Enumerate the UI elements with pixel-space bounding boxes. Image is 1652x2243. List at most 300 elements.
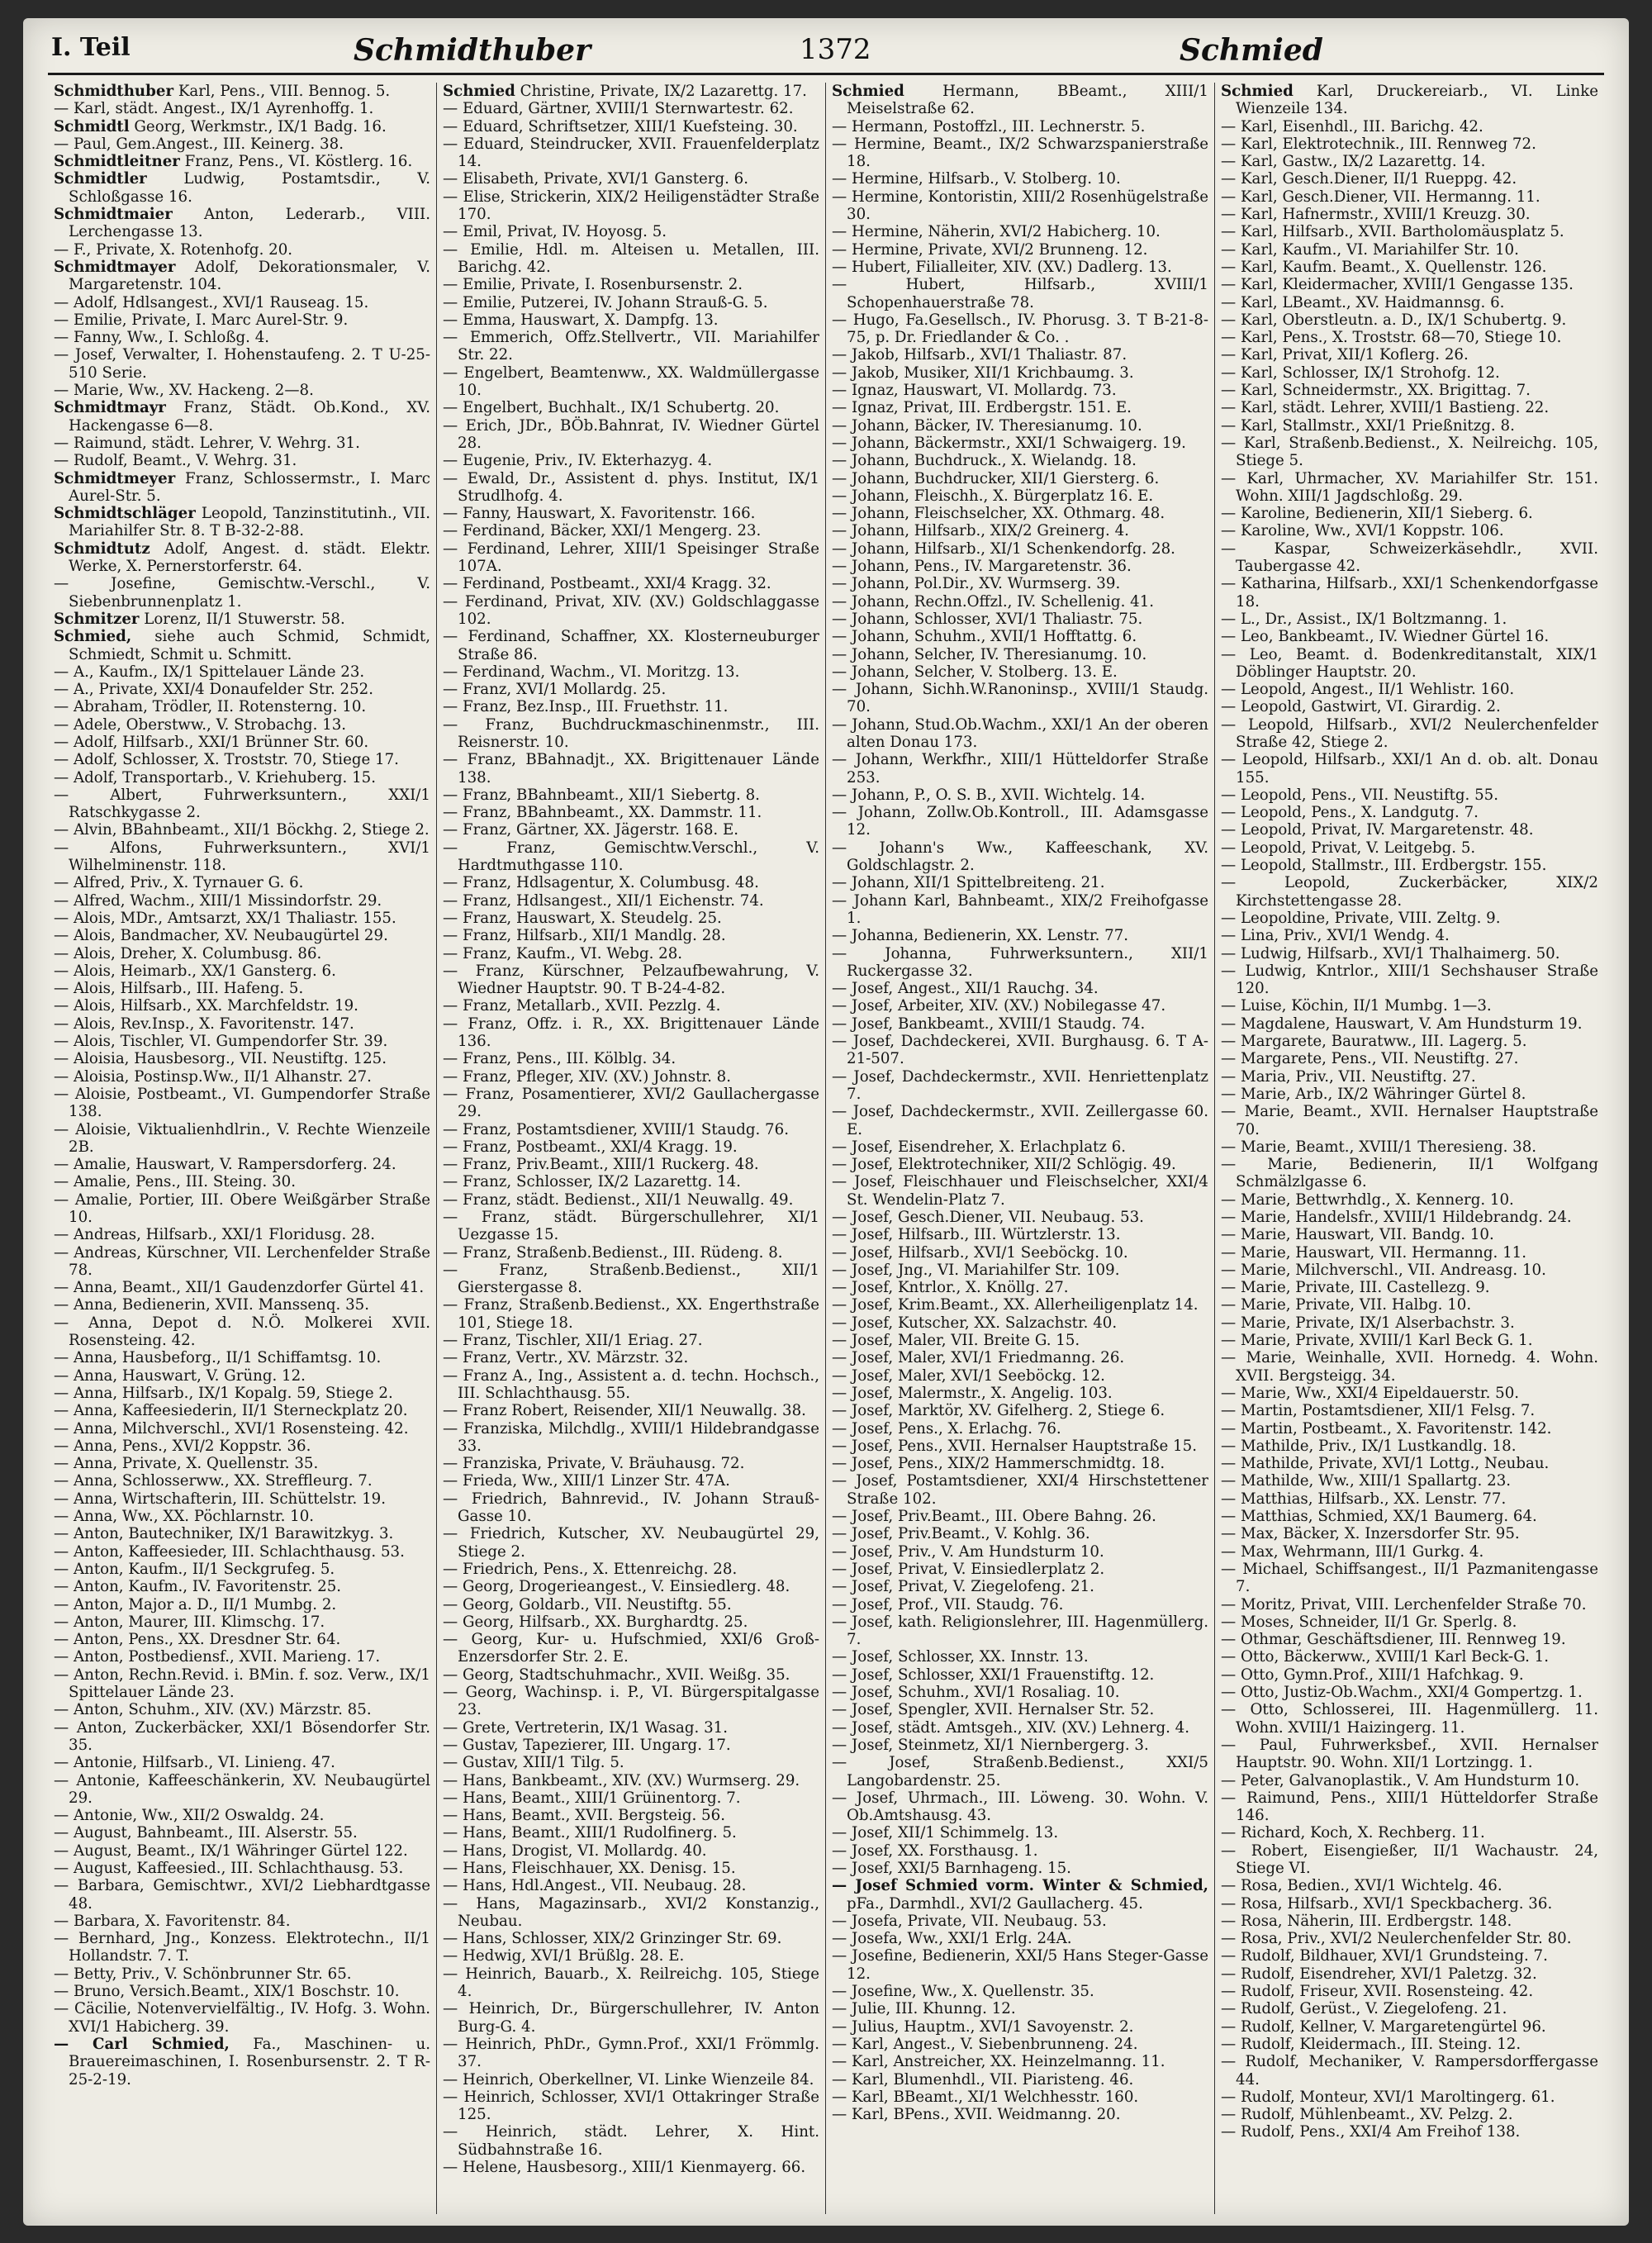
directory-entry [443,628,819,663]
entry-text: — Franz, Pens., III. Kölblg. 34. [443,1050,676,1068]
directory-entry [443,83,819,100]
directory-entry [832,1525,1208,1542]
entry-text: — Heinrich, Schlosser, XVI/1 Ottakringer Straße 125. [443,2088,819,2124]
entry-text: — Lina, Priv., XVI/1 Wendg. 4. [1221,927,1450,945]
directory-entry [832,399,1208,416]
directory-entry [832,1913,1208,1930]
entry-text: — Josefa, Ww., XXI/1 Erlg. 24A. [832,1930,1072,1948]
entry-text: — Erich, JDr., BÖb.Bahnrat, IV. Wiedner Gürtel 28. [443,416,819,452]
directory-entry [1221,1666,1598,1684]
entry-text: — Josef, Pens., XVII. Hernalser Hauptstraße 15. [832,1437,1197,1455]
directory-entry [443,1525,819,1561]
directory-entry [1221,611,1598,628]
directory-entry [443,1860,819,1877]
entry-text: — Antonie, Ww., XII/2 Oswaldg. 24. [54,1807,325,1825]
directory-entry [443,1877,819,1894]
directory-entry [832,276,1208,311]
entry-text: — Hans, Schlosser, XIX/2 Grinzinger Str. 69. [443,1930,782,1948]
entry-text: pFa., Darmhdl., XVI/2 Gaullacherg. 45. [847,1894,1143,1913]
directory-entry [443,1613,819,1631]
directory-entry [1221,399,1598,416]
directory-entry [54,874,430,891]
entry-text: — Josef, XII/1 Schimmelg. 13. [832,1824,1059,1842]
entry-text: — Karl, städt. Lehrer, XVIII/1 Bastieng. 22. [1221,399,1550,417]
entry-text: — Johann, Bäckermstr., XXI/1 Schwaigerg. 19. [832,434,1186,452]
entry-text: — Josef, Jng., VI. Mariahilfer Str. 109. [832,1261,1120,1279]
directory-entry [443,786,819,804]
entry-surname: Schmidtmeyer [54,469,176,487]
entry-text: — Josef, Schuhm., XVI/1 Rosaliag. 10. [832,1684,1120,1702]
directory-entry [443,804,819,821]
directory-entry [832,980,1208,997]
directory-entry [443,135,819,171]
entry-text: siehe auch Schmid, Schmidt, Schmiedt, Schmit u. Schmitt. [69,628,430,663]
entry-text: — Martin, Postamtsdiener, XII/1 Felsg. 7. [1221,1402,1536,1420]
entry-text: — Alois, Tischler, VI. Gumpendorfer Str. 39. [54,1033,388,1051]
entry-text: — Josef, Hilfsarb., XVI/1 Seeböckg. 10. [832,1243,1128,1262]
directory-entry [1221,1772,1598,1789]
entry-text: — Anna, Hauswart, V. Grüng. 12. [54,1366,306,1385]
directory-entry [54,1156,430,1173]
directory-entry [1221,1279,1598,1296]
entry-text: — Rudolf, Mechaniker, V. Rampersdorffergasse 44. [1221,2053,1598,2089]
directory-entry [54,769,430,786]
directory-entry [1221,1508,1598,1525]
directory-entry [54,698,430,715]
directory-entry [832,540,1208,558]
entry-text: — Georg, Wachinsp. i. P., VI. Bürgerspitalgasse 23. [443,1684,819,1719]
directory-entry [443,505,819,522]
entry-text: — Leopold, Zuckerbäcker, XIX/2 Kirchstettengasse 28. [1221,874,1598,910]
entry-text: — Karl, Uhrmacher, XV. Mariahilfer Str. 151. Wohn. XIII/1 Jagdschloßg. 29. [1221,469,1598,505]
column-3 [826,83,1215,2214]
directory-entry [54,118,430,135]
entry-text: — Frieda, Ww., XIII/1 Linzer Str. 47A. [443,1472,730,1490]
entry-text: — Marie, Private, XVIII/1 Karl Beck G. 1. [1221,1332,1533,1350]
directory-entry [832,1754,1208,1789]
entry-text: — Johann, Fleischh., X. Bürgerplatz 16. E. [832,487,1154,505]
directory-entry [1221,1332,1598,1349]
entry-text: — Karl, Eisenhdl., III. Barichg. 42. [1221,117,1483,135]
entry-text: — Johann, Rechn.Offzl., IV. Schellenig. 41. [832,592,1155,611]
entry-text: — Josef, Fleischhauer und Fleischselcher, XXI/4 St. Wendelin-Platz 7. [832,1173,1208,1209]
entry-text: — Josef, städt. Amtsgeh., XIV. (XV.) Lehnerg. 4. [832,1718,1190,1737]
entry-text: — Marie, Ww., XXI/4 Eipeldauerstr. 50. [1221,1384,1520,1402]
entry-text: — Josef, Gesch.Diener, VII. Neubaug. 53. [832,1209,1144,1226]
directory-entry [54,1226,430,1243]
entry-text: Adolf, Dekorationsmaler, V. Margaretenstr. 104. [69,258,430,294]
entry-text: — Karl, Kaufm. Beamt., X. Quellenstr. 126. [1221,258,1547,276]
entry-text: — Josef, Bankbeamt., XVIII/1 Staudg. 74. [832,1015,1146,1033]
entry-text: — Martin, Postbeamt., X. Favoritenstr. 142. [1221,1419,1552,1438]
entry-text: — Amalie, Portier, III. Obere Weißgärber Straße 10. [54,1190,430,1226]
directory-entry [832,2053,1208,2070]
entry-text: — Josef, Prof., VII. Staudg. 76. [832,1595,1064,1613]
entry-text: — Anton, Pens., XX. Dresdner Str. 64. [54,1631,341,1649]
directory-entry [443,540,819,576]
directory-entry [54,1930,430,1965]
directory-entry [443,874,819,891]
directory-entry [443,1490,819,1526]
entry-text: — Franziska, Milchdlg., XVIII/1 Hildebrandgasse 33. [443,1419,819,1455]
entry-text: — Grete, Vertreterin, IX/1 Wasag. 31. [443,1718,729,1737]
directory-entry [443,575,819,592]
directory-entry [443,2159,819,2176]
entry-text: — Marie, Bedienerin, II/1 Wolfgang Schmälzlgasse 6. [1221,1156,1598,1191]
directory-entry [443,716,819,752]
entry-text: — Mathilde, Ww., XIII/1 Spallartg. 23. [1221,1472,1512,1490]
directory-entry [1221,2123,1598,2141]
directory-entry [832,1156,1208,1173]
entry-text: — Alfred, Priv., X. Tyrnauer G. 6. [54,874,304,892]
directory-entry [832,2071,1208,2089]
entry-text: — Josef, Pens., X. Erlachg. 76. [832,1419,1061,1438]
entry-text: — Adolf, Hdlsangest., XVI/1 Rauseag. 15. [54,293,369,311]
entry-text: — Johann, Selcher, V. Stolberg. 13. E. [832,663,1118,681]
entry-text: — Julius, Hauptm., XVI/1 Savoyenstr. 2. [832,2017,1134,2036]
entry-text: — Leopold, Hilfsarb., XVI/2 Neulerchenfelder Straße 42, Stiege 2. [1221,715,1598,751]
directory-entry [54,1015,430,1033]
directory-entry [54,1596,430,1613]
directory-entry [54,892,430,910]
directory-entry [54,435,430,452]
directory-entry [832,945,1208,981]
entry-text: — Ignaz, Hauswart, VI. Mollardg. 73. [832,382,1117,400]
directory-entry [1221,1156,1598,1191]
entry-text: — Franz A., Ing., Assistent a. d. techn. Hochsch., III. Schlachthausg. 55. [443,1366,819,1402]
directory-entry [1221,1262,1598,1279]
entry-text: — Betty, Priv., V. Schönbrunner Str. 65. [54,1965,352,1983]
entry-text: — Rudolf, Eisendreher, XVI/1 Paletzg. 32. [1221,1965,1537,1983]
entry-text: — Leopold, Hilfsarb., XXI/1 An d. ob. alt. Donau 155. [1221,751,1598,786]
entry-text: — Johanna, Fuhrwerksuntern., XII/1 Ruckergasse 32. [832,944,1208,980]
entry-text: — Otto, Justiz-Ob.Wachm., XXI/4 Gompertzg. 1. [1221,1684,1583,1702]
entry-text: — Karl, Blumenhdl., VII. Piaristeng. 46. [832,2070,1134,2089]
directory-entry [54,1613,430,1631]
directory-entry [832,646,1208,663]
directory-entry [54,980,430,997]
directory-entry [1221,1613,1598,1631]
entry-text: — Anna, Hilfsarb., IX/1 Kopalg. 59, Stiege 2. [54,1384,393,1402]
directory-entry [1221,153,1598,170]
entry-text: — Rudolf, Gerüst., V. Ziegelofeng. 21. [1221,2000,1507,2018]
directory-entry [1221,540,1598,576]
directory-entry [832,1367,1208,1385]
directory-entry [832,83,1208,118]
entry-text: — Matthias, Schmied, XX/1 Baumerg. 64. [1221,1508,1537,1526]
directory-entry [832,2018,1208,2036]
entry-text: — Karl, Hafnermstr., XVIII/1 Kreuzg. 30. [1221,206,1531,224]
directory-entry [1221,927,1598,944]
entry-text: — Karl, Angest., V. Siebenbrunneng. 24. [832,2035,1138,2053]
directory-entry [1221,1490,1598,1508]
entry-text: — Luise, Köchin, II/1 Mumbg. 1—3. [1221,997,1492,1015]
directory-entry [54,1701,430,1718]
directory-entry [54,294,430,311]
directory-entry [832,1648,1208,1666]
entry-text: — Anton, Bautechniker, IX/1 Barawitzkyg. 3. [54,1525,394,1543]
directory-entry [54,751,430,768]
entry-text: — Marie, Ww., XV. Hackeng. 2—8. [54,382,314,400]
directory-entry [54,1244,430,1280]
entry-text: — Rudolf, Mühlenbeamt., XV. Pelzg. 2. [1221,2106,1513,2124]
directory-entry [1221,945,1598,962]
entry-text: — Franz, Bez.Insp., III. Fruethstr. 11. [443,698,729,716]
entry-text: — Johanna, Bedienerin, XX. Lenstr. 77. [832,927,1129,945]
entry-text: — Johann, Buchdrucker, XII/1 Giersterg. 6. [832,469,1160,487]
entry-text: — Johann, P., O. S. B., XVII. Wichtelg. 14. [832,786,1146,804]
directory-entry [1221,646,1598,682]
entry-text: — Marie, Private, III. Castellezg. 9. [1221,1279,1490,1297]
entry-text: — Karl, Privat, XII/1 Koflerg. 26. [1221,346,1469,364]
entry-text: Karl, Pens., VIII. Bennog. 5. [173,83,391,100]
directory-entry [1221,997,1598,1015]
entry-text: — Johann, XII/1 Spittelbreiteng. 21. [832,874,1105,892]
entry-text: — Anna, Kaffeesiederin, II/1 Sterneckplatz 20. [54,1402,408,1420]
entry-text: — Georg, Hilfsarb., XX. Burghardtg. 25. [443,1613,748,1631]
entry-text: — Anton, Major a. D., II/1 Mumbg. 2. [54,1595,337,1613]
entry-text: — Johann, Stud.Ob.Wachm., XXI/1 An der oberen alten Donau 173. [832,715,1208,751]
entry-text: — Franz, Straßenb.Bedienst., III. Rüdeng. 8. [443,1243,783,1262]
directory-entry [1221,1138,1598,1156]
directory-entry [443,452,819,469]
entry-text: — Alfred, Wachm., XIII/1 Missindorfstr. 29. [54,891,382,910]
directory-entry [832,892,1208,928]
directory-entry [1221,135,1598,153]
entry-surname: Schmied [443,83,515,100]
directory-entry [54,1314,430,1350]
directory-entry [1221,435,1598,470]
entry-text: — Josef, Postamtsdiener, XXI/4 Hirschstettener Straße 102. [832,1472,1208,1508]
directory-entry [1221,575,1598,611]
entry-text: — Johann, Pens., IV. Margaretenstr. 36. [832,558,1132,576]
directory-entry [1221,1033,1598,1050]
entry-text: — Alois, Bandmacher, XV. Neubaugürtel 29. [54,927,388,945]
entry-text: — Hans, Magazinsarb., XVI/2 Konstanzig., Neubau. [443,1894,819,1930]
entry-text: — Johann, Buchdruck., X. Wielandg. 18. [832,452,1137,470]
entry-text: — Richard, Koch, X. Rechberg. 11. [1221,1824,1485,1842]
entry-text: — L., Dr., Assist., IX/1 Boltzmanng. 1. [1221,610,1507,628]
entry-text: — Anna, Pens., XVI/2 Koppstr. 36. [54,1437,311,1455]
entry-text: — Hermine, Kontoristin, XIII/2 Rosenhügelstraße 30. [832,188,1208,224]
entry-text: — Karl, Kaufm., VI. Mariahilfer Str. 10. [1221,240,1519,259]
directory-entry [54,611,430,628]
entry-text: — Barbara, X. Favoritenstr. 84. [54,1912,291,1930]
entry-text: — Josef, Pens., XIX/2 Hammerschmidtg. 18. [832,1455,1165,1473]
directory-entry [832,1613,1208,1649]
entry-text: — Barbara, Gemischtwr., XVI/2 Liebhardtgasse 48. [54,1877,430,1913]
entry-text: — Leopold, Angest., II/1 Wehlistr. 160. [1221,681,1515,699]
entry-text: — Josef, Privat, V. Einsiedlerplatz 2. [832,1560,1105,1578]
directory-entry [443,1965,819,2001]
directory-entry [54,1349,430,1366]
directory-entry [54,1279,430,1296]
directory-entry [832,241,1208,259]
entry-text: — Johann, Sichh.W.Ranoninsp., XVIII/1 Staudg. 70. [832,681,1208,716]
directory-entry [1221,417,1598,435]
directory-entry [832,2036,1208,2053]
directory-entry [443,118,819,135]
entry-text: — Johann, Selcher, IV. Theresianumg. 10. [832,645,1147,663]
entry-text: — Josefine, Ww., X. Quellenstr. 35. [832,1983,1094,2001]
directory-entry [54,2000,430,2036]
entry-text: — Leopold, Privat, IV. Margaretenstr. 48. [1221,821,1534,839]
directory-entry [443,294,819,311]
entry-text: — Rudolf, Monteur, XVI/1 Maroltingerg. 61. [1221,2088,1555,2106]
entry-text: — Emma, Hauswart, X. Dampfg. 13. [443,311,719,329]
directory-entry [1221,1877,1598,1894]
entry-text: — Marie, Hauswart, VII. Bandg. 10. [1221,1226,1494,1244]
entry-text: — Johann, Schuhm., XVII/1 Hofftattg. 6. [832,628,1137,646]
directory-entry [443,698,819,715]
directory-entry [1221,1314,1598,1332]
directory-entry [832,716,1208,752]
directory-entry [54,1385,430,1402]
directory-entry [443,927,819,944]
directory-entry [54,1173,430,1190]
directory-entry [1221,188,1598,206]
directory-entry [443,1050,819,1067]
entry-text: — Kaspar, Schweizerkäsehdlr., XVII. Taubergasse 42. [1221,539,1598,576]
directory-entry [1221,1596,1598,1613]
entry-text: — Josef, Maler, VII. Breite G. 15. [832,1332,1080,1350]
entry-text: — Franz, städt. Bedienst., XII/1 Neuwallg. 49. [443,1190,794,1209]
column-1 [48,83,437,2214]
directory-entry [1221,470,1598,506]
directory-entry [443,2089,819,2124]
directory-entry [443,1631,819,1666]
entry-text: — Ludwig, Kntrlor., XIII/1 Sechshauser Straße 120. [1221,962,1598,998]
directory-entry [443,1367,819,1403]
directory-entry [832,1068,1208,1104]
entry-text: — Leo, Bankbeamt., IV. Wiedner Gürtel 16. [1221,628,1550,646]
entry-text: — Emilie, Putzerei, IV. Johann Strauß-G. 5. [443,293,768,311]
directory-entry [443,522,819,539]
entry-text: — Bruno, Versich.Beamt., XIX/1 Boschstr. 10. [54,1983,400,2001]
entry-text: — Heinrich, Oberkellner, VI. Linke Wienzeile 84. [443,2070,814,2089]
entry-text: — Elise, Strickerin, XIX/2 Heiligenstädter Straße 170. [443,188,819,224]
entry-text: — Otto, Schlosserei, III. Hagenmüllerg. 11. Wohn. XVIII/1 Haizingerg. 11. [1221,1701,1598,1737]
directory-entry [832,663,1208,681]
entry-text: — Ferdinand, Bäcker, XXI/1 Mengerg. 23. [443,522,762,540]
entry-text: — Emilie, Hdl. m. Alteisen u. Metallen, III. Barichg. 42. [443,240,819,276]
entry-text: — Franz, Vertr., XV. Märzstr. 32. [443,1349,689,1367]
directory-entry [832,435,1208,452]
entry-text: — Hans, Beamt., XIII/1 Rudolfinerg. 5. [443,1824,737,1842]
entry-text: — Georg, Drogerieangest., V. Einsiedlerg. 48. [443,1578,790,1596]
entry-text: — Franz, BBahnadjt., XX. Brigittenauer Lände 138. [443,751,819,786]
directory-entry [832,1349,1208,1366]
entry-text: — Antonie, Hilfsarb., VI. Linieng. 47. [54,1754,335,1772]
entry-text: — Otto, Bäckerww., XVIII/1 Karl Beck-G. 1. [1221,1648,1549,1666]
entry-text: Lorenz, II/1 Stuwerstr. 58. [139,610,345,628]
directory-entry [443,1086,819,1121]
directory-entry [1221,241,1598,259]
entry-text: — Josef, Arbeiter, XIV. (XV.) Nobilegasse 47. [832,997,1166,1015]
entry-text: Hermann, BBeamt., XIII/1 Meiselstraße 62. [847,83,1208,118]
directory-entry [443,399,819,416]
entry-text: — Franz, Kürschner, Pelzaufbewahrung, V. Wiedner Hauptstr. 90. T B-24-4-82. [443,962,819,998]
entry-text: — Engelbert, Beamtenww., XX. Waldmüllergasse 10. [443,364,819,400]
entry-surname: Schmidtler [54,170,147,188]
entry-text: — Leopold, Privat, V. Leitgebg. 5. [1221,839,1476,857]
directory-entry [54,135,430,153]
directory-entry [443,1262,819,1297]
directory-entry [832,611,1208,628]
directory-entry [1221,839,1598,857]
left-keyword: Schmidthuber [354,33,591,68]
directory-entry [1221,1191,1598,1209]
entry-text: — Johann Karl, Bahnbeamt., XIX/2 Freihofgasse 1. [832,891,1208,927]
directory-entry [443,962,819,998]
directory-entry [1221,364,1598,382]
directory-entry [832,364,1208,382]
entry-text: — Anton, Maurer, III. Klimschg. 17. [54,1613,325,1631]
directory-entry [832,382,1208,399]
entry-text: Christine, Private, IX/2 Lazarettg. 17. [515,83,807,100]
entry-text: — Othmar, Geschäftsdiener, III. Rennweg 19. [1221,1631,1566,1649]
directory-entry [443,170,819,188]
entry-text: — Hans, Drogist, VI. Mollardg. 40. [443,1841,707,1860]
entry-text: — A., Kaufm., IX/1 Spittelauer Lände 23. [54,663,365,681]
entry-text: — Marie, Bettwrhdlg., X. Kennerg. 10. [1221,1190,1514,1209]
entry-text: — Alfons, Fuhrwerksuntern., XVI/1 Wilhelminenstr. 118. [54,839,430,875]
directory-entry [54,1824,430,1841]
entry-text: — Otto, Gymn.Prof., XIII/1 Hafchkag. 9. [1221,1666,1524,1684]
directory-entry [1221,1824,1598,1841]
entry-text: — Karl, Gesch.Diener, VII. Hermanng. 11. [1221,188,1540,206]
entry-text: — Josef, Steinmetz, XI/1 Niernbergerg. 3. [832,1736,1149,1754]
directory-entry [832,839,1208,875]
directory-entry [1221,311,1598,329]
directory-entry [443,1068,819,1086]
directory-entry [443,2036,819,2071]
entry-text: — Antonie, Kaffeeschänkerin, XV. Neubaugürtel 29. [54,1771,430,1807]
entry-text: — Hans, Bankbeamt., XIV. (XV.) Wurmserg. 29. [443,1771,800,1789]
entry-text: — Alois, MDr., Amtsarzt, XX/1 Thaliastr. 155. [54,909,396,927]
entry-text: — Anna, Private, X. Quellenstr. 35. [54,1455,319,1473]
directory-entry [54,945,430,962]
entry-text: — Johann, Schlosser, XVI/1 Thaliastr. 75. [832,610,1143,628]
directory-entry [54,2036,430,2089]
directory-entry [1221,857,1598,874]
entry-text: — Emilie, Private, I. Rosenbursenstr. 2. [443,276,743,294]
directory-entry [443,1719,819,1737]
directory-entry [54,962,430,980]
entry-text: — Gustav, Tapezierer, III. Ungarg. 17. [443,1736,731,1754]
entry-text: — Anton, Postbediensf., XVII. Marieng. 17. [54,1648,381,1666]
entry-text: — Rudolf, Kleidermach., III. Steing. 12. [1221,2035,1521,2053]
directory-entry [832,1438,1208,1455]
column-4 [1215,83,1604,2214]
directory-entry [1221,1385,1598,1402]
entry-text: — Josef, Kutscher, XX. Salzachstr. 40. [832,1314,1118,1332]
directory-entry [54,505,430,540]
directory-entry [54,716,430,734]
directory-entry [54,997,430,1015]
entry-text: — Hermine, Beamt., IX/2 Schwarzspanierstraße 18. [832,135,1208,171]
directory-entry [832,575,1208,592]
entry-text: — Julie, III. Khunng. 12. [832,2000,1016,2018]
directory-entry [1221,2106,1598,2123]
entry-text: — Hermine, Private, XVI/2 Brunneng. 12. [832,240,1148,259]
directory-entry [1221,1543,1598,1561]
entry-text: — Moses, Schneider, II/1 Gr. Sperlg. 8. [1221,1613,1517,1631]
directory-entry [1221,1296,1598,1314]
entry-text: — Friedrich, Bahnrevid., IV. Johann Strauß-Gasse 10. [443,1490,819,1526]
directory-entry [832,1930,1208,1947]
entry-text: — Eugenie, Priv., IV. Ekterhazyg. 4. [443,452,713,470]
